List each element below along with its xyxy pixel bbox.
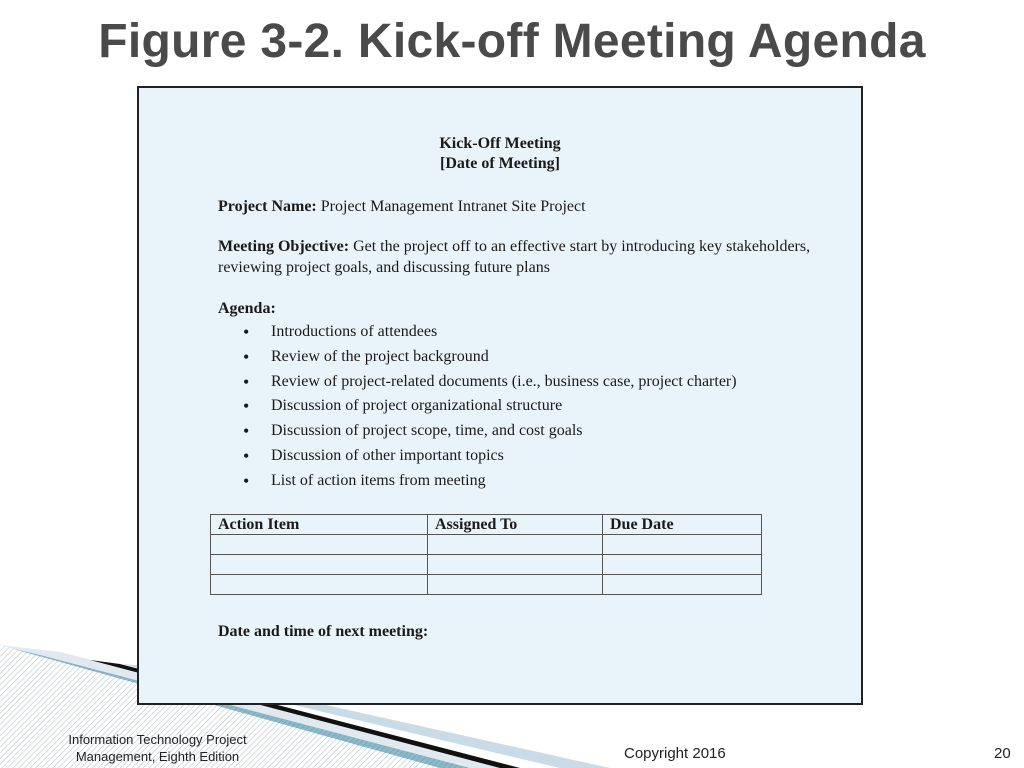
- agenda-heading: [218, 298, 818, 319]
- meeting-objective-label: Meeting Objective:: [218, 238, 350, 255]
- project-name-field: [218, 196, 818, 217]
- agenda-item: • Review of project-related documents (i.e., business case, project charter): [218, 370, 737, 395]
- table-cell: [428, 535, 603, 555]
- column-header-assigned-to: Assigned To: [428, 515, 603, 535]
- table-cell: [428, 575, 603, 595]
- agenda-item: • Discussion of project scope, time, and cost goals: [218, 419, 737, 444]
- table-row: [211, 555, 762, 575]
- action-items-table: [210, 514, 762, 595]
- page-number: 20: [994, 745, 1011, 762]
- table-row: [211, 535, 762, 555]
- document-heading: Kick-Off Meeting: [439, 135, 561, 152]
- project-name-label: Project Name:: [218, 198, 317, 215]
- document-header: [139, 134, 861, 174]
- agenda-list: [218, 320, 737, 494]
- table-cell: [603, 555, 762, 575]
- document-date-placeholder: [Date of Meeting]: [440, 155, 560, 172]
- agenda-item: • Discussion of other important topics: [218, 444, 737, 469]
- table-cell: [211, 555, 428, 575]
- meeting-objective-value: Get the project off to an effective start by introducing key stakeholders, reviewing project goals, and discussing future plans: [218, 238, 811, 276]
- slide-title: Figure 3-2. Kick-off Meeting Agenda: [98, 15, 926, 68]
- project-name-value: Project Management Intranet Site Project: [320, 198, 586, 215]
- agenda-item: • Review of the project background: [218, 345, 737, 370]
- table-cell: [211, 535, 428, 555]
- agenda-item: • Introductions of attendees: [218, 320, 737, 345]
- agenda-label: Agenda:: [218, 300, 276, 317]
- table-cell: [603, 575, 762, 595]
- column-header-due-date: Due Date: [603, 515, 762, 535]
- meeting-objective-field: [218, 236, 818, 278]
- column-header-action-item: Action Item: [211, 515, 428, 535]
- footer-copyright: Copyright 2016: [624, 745, 726, 762]
- agenda-item: • Discussion of project organizational structure: [218, 394, 737, 419]
- footer-book-title: Information Technology Project Management, Eighth Edition: [68, 732, 247, 764]
- next-meeting-field: [218, 621, 818, 642]
- table-header-row: [211, 515, 762, 535]
- table-row: [211, 575, 762, 595]
- agenda-item: • List of action items from meeting: [218, 469, 737, 494]
- table-cell: [428, 555, 603, 575]
- table-cell: [211, 575, 428, 595]
- agenda-document: [137, 86, 863, 705]
- table-cell: [603, 535, 762, 555]
- next-meeting-label: Date and time of next meeting:: [218, 623, 429, 640]
